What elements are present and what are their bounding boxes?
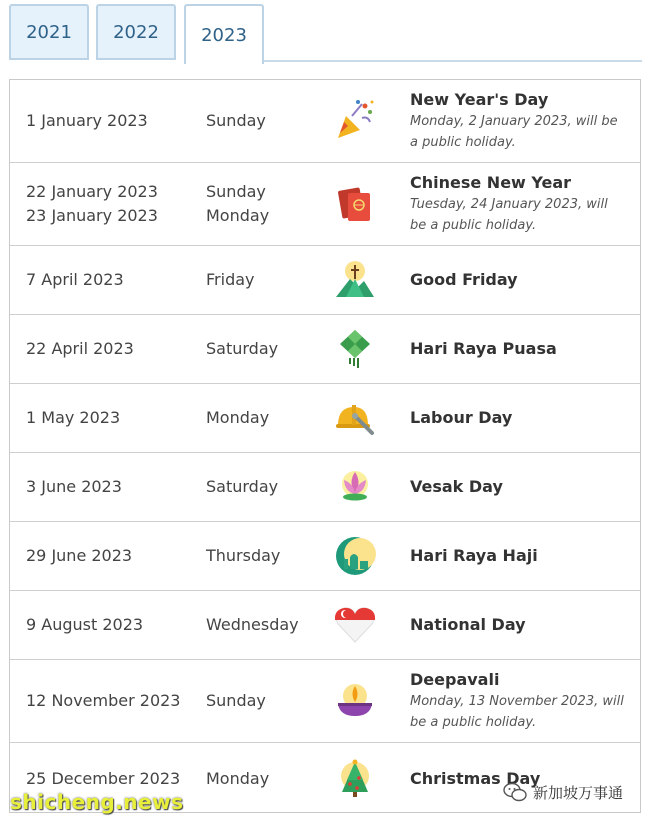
day-cell xyxy=(206,660,326,742)
account-name: 新加坡万事通 xyxy=(533,783,624,802)
date-cell xyxy=(26,591,201,659)
holiday-row xyxy=(10,522,640,591)
holiday-name: New Year's Day xyxy=(410,90,549,109)
date-cell xyxy=(26,384,201,452)
date-cell xyxy=(26,315,201,383)
icon-cell xyxy=(330,80,380,162)
date-cell xyxy=(26,453,201,521)
icon-cell xyxy=(330,163,380,245)
tab-baseline xyxy=(264,60,642,62)
holiday-name: Labour Day xyxy=(410,408,513,427)
date-cell xyxy=(26,660,201,742)
day-text: Saturday xyxy=(206,339,279,358)
date-cell xyxy=(26,246,201,314)
date-text: 1 January 2023 xyxy=(26,111,148,130)
day-text: Sunday xyxy=(206,182,266,201)
holiday-name: Vesak Day xyxy=(410,477,503,496)
date-text: 25 December 2023 xyxy=(26,769,181,788)
day-text: Wednesday xyxy=(206,615,299,634)
date-text: 29 June 2023 xyxy=(26,546,133,565)
red-envelope-icon xyxy=(332,181,378,227)
icon-cell xyxy=(330,591,380,659)
holiday-name-cell xyxy=(410,591,625,659)
site-watermark: shicheng.news xyxy=(10,790,184,814)
party-popper-icon xyxy=(332,98,378,144)
date-text: 12 November 2023 xyxy=(26,691,181,710)
holiday-note: Monday, 13 November 2023, will be a public holiday. xyxy=(410,694,624,730)
day-text: Monday xyxy=(206,769,270,788)
icon-cell xyxy=(330,453,380,521)
day-cell xyxy=(206,246,326,314)
icon-cell xyxy=(330,743,380,813)
tab-2021[interactable]: 2021 xyxy=(9,4,89,60)
ketupat-icon xyxy=(332,326,378,372)
day-cell xyxy=(206,384,326,452)
tab-2023[interactable]: 2023 xyxy=(184,4,264,64)
day-text: Saturday xyxy=(206,477,279,496)
date-text: 7 April 2023 xyxy=(26,270,124,289)
holiday-row xyxy=(10,80,640,163)
day-cell xyxy=(206,80,326,162)
christmas-tree-icon xyxy=(332,756,378,802)
date-text: 3 June 2023 xyxy=(26,477,122,496)
icon-cell xyxy=(330,384,380,452)
holiday-row xyxy=(10,315,640,384)
holidays-table xyxy=(9,79,641,813)
day-cell xyxy=(206,453,326,521)
holiday-row xyxy=(10,384,640,453)
account-watermark xyxy=(503,778,623,806)
day-text: Monday xyxy=(206,408,270,427)
holiday-row xyxy=(10,163,640,246)
day-text: Sunday xyxy=(206,111,266,130)
icon-cell xyxy=(330,522,380,590)
wechat-icon xyxy=(503,782,527,802)
date-cell xyxy=(26,80,201,162)
day-cell xyxy=(206,743,326,813)
tab-2022[interactable]: 2022 xyxy=(96,4,176,60)
holiday-name: Christmas Day xyxy=(410,769,541,788)
diya-lamp-icon xyxy=(332,678,378,724)
holiday-row xyxy=(10,591,640,660)
holiday-name: Chinese New Year xyxy=(410,173,572,192)
year-tabs xyxy=(0,0,651,62)
day-cell xyxy=(206,163,326,245)
icon-cell xyxy=(330,315,380,383)
holiday-name: Deepavali xyxy=(410,670,500,689)
holiday-name: Hari Raya Haji xyxy=(410,546,538,565)
holiday-name-cell xyxy=(410,163,625,245)
holiday-name-cell xyxy=(410,315,625,383)
holiday-name-cell xyxy=(410,384,625,452)
day-cell xyxy=(206,315,326,383)
date-text: 23 January 2023 xyxy=(26,206,158,225)
date-text: 22 April 2023 xyxy=(26,339,134,358)
holiday-name-cell xyxy=(410,660,625,742)
holiday-name: Good Friday xyxy=(410,270,518,289)
holiday-name-cell xyxy=(410,246,625,314)
day-text: Monday xyxy=(206,206,270,225)
lotus-icon xyxy=(332,464,378,510)
holiday-row xyxy=(10,660,640,743)
day-cell xyxy=(206,522,326,590)
date-cell xyxy=(26,163,201,245)
holiday-row xyxy=(10,453,640,522)
day-cell xyxy=(206,591,326,659)
holiday-row xyxy=(10,246,640,315)
icon-cell xyxy=(330,246,380,314)
holiday-name-cell xyxy=(410,80,625,162)
date-text: 9 August 2023 xyxy=(26,615,144,634)
day-text: Sunday xyxy=(206,691,266,710)
holiday-name: Hari Raya Puasa xyxy=(410,339,557,358)
singapore-heart-icon xyxy=(332,602,378,648)
crescent-mosque-icon xyxy=(332,533,378,579)
date-cell xyxy=(26,522,201,590)
date-text: 1 May 2023 xyxy=(26,408,121,427)
day-text: Thursday xyxy=(206,546,281,565)
hardhat-wrench-icon xyxy=(332,395,378,441)
date-text: 22 January 2023 xyxy=(26,182,158,201)
day-text: Friday xyxy=(206,270,255,289)
holiday-name: National Day xyxy=(410,615,526,634)
cross-hill-icon xyxy=(332,257,378,303)
holiday-name-cell xyxy=(410,453,625,521)
icon-cell xyxy=(330,660,380,742)
holiday-note: Tuesday, 24 January 2023, will be a public holiday. xyxy=(410,197,608,233)
holiday-name-cell xyxy=(410,522,625,590)
holiday-note: Monday, 2 January 2023, will be a public holiday. xyxy=(410,114,618,150)
